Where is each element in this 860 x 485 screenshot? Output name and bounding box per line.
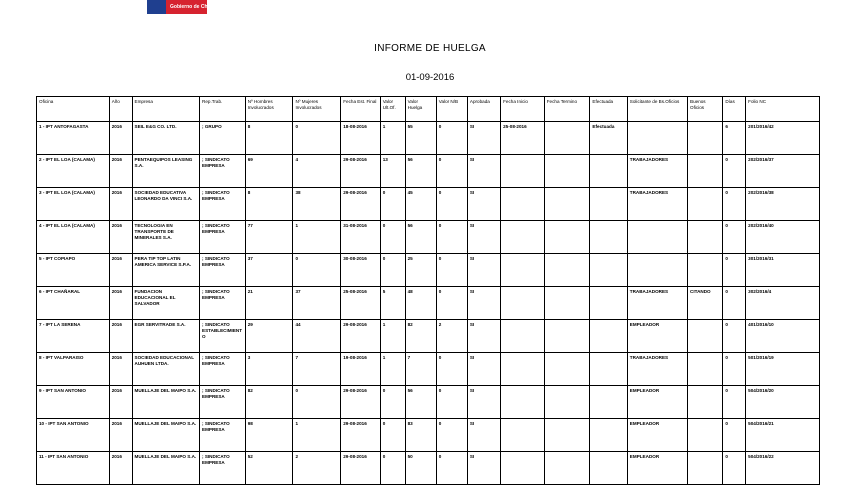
table-cell [544, 122, 590, 155]
table-cell: ; SINDICATO ESTABLECIMIENTO [200, 320, 246, 353]
table-cell: 0 [436, 122, 467, 155]
table-cell: 7 - IPT LA SERENA [37, 320, 110, 353]
column-header: Folio NC [746, 97, 820, 122]
table-cell: 2016 [109, 386, 132, 419]
table-cell [544, 452, 590, 485]
table-cell [590, 419, 627, 452]
table-cell: 29-08-2016 [341, 386, 380, 419]
table-cell: 501/2016/19 [746, 353, 820, 386]
table-cell: 0 [293, 386, 341, 419]
table-cell: EMPLEADOR [627, 419, 687, 452]
table-cell [590, 320, 627, 353]
table-cell: 2016 [109, 419, 132, 452]
table-cell: 82 [245, 386, 293, 419]
table-cell [544, 188, 590, 221]
table-cell: 0 [380, 386, 405, 419]
table-cell: SI [467, 353, 500, 386]
table-cell: PENTAEQUIPOS LEASING S.A. [132, 155, 200, 188]
table-cell: 29 [245, 320, 293, 353]
table-cell: 29-08-2016 [341, 452, 380, 485]
table-cell: TECNOLOGIA EN TRANSPORTE DE MINERALES S.A. [132, 221, 200, 254]
report-date: 01-09-2016 [405, 72, 455, 83]
table-cell: 2016 [109, 320, 132, 353]
table-cell: 0 [723, 320, 746, 353]
table-cell: ; SINDICATO EMPRESA [200, 452, 246, 485]
table-cell [501, 188, 545, 221]
table-cell: 1 [380, 353, 405, 386]
table-cell: 18-08-2016 [341, 122, 380, 155]
table-cell [544, 287, 590, 320]
table-cell: 3 - IPT EL LOA (CALAMA) [37, 188, 110, 221]
table-row [37, 386, 820, 419]
column-header: Aprobada [467, 97, 500, 122]
table-cell [688, 386, 723, 419]
table-cell: 50 [405, 452, 436, 485]
table-row [37, 320, 820, 353]
table-cell: 31-08-2016 [341, 221, 380, 254]
column-header: Fecha Est. Final [341, 97, 380, 122]
column-header: Año [109, 97, 132, 122]
column-header: Valor N/B [436, 97, 467, 122]
table-cell [544, 254, 590, 287]
table-cell: 0 [380, 221, 405, 254]
table-cell: TRABAJADORES [627, 287, 687, 320]
table-cell: ; SINDICATO EMPRESA [200, 353, 246, 386]
table-cell: 37 [245, 254, 293, 287]
table-cell: 98 [245, 419, 293, 452]
table-cell: 0 [436, 254, 467, 287]
table-cell: 3 [245, 353, 293, 386]
table-cell: TRABAJADORES [627, 353, 687, 386]
table-cell: MUELLAJE DEL MAIPO S.A. [132, 452, 200, 485]
table-cell [688, 254, 723, 287]
table-cell: 504/2016/22 [746, 452, 820, 485]
table-cell: 0 [723, 386, 746, 419]
table-cell: 0 [723, 452, 746, 485]
table-cell: 202/2016/40 [746, 221, 820, 254]
table-cell: 52 [245, 452, 293, 485]
table-cell: SI [467, 320, 500, 353]
table-cell: CITANDO [688, 287, 723, 320]
table-cell: 2016 [109, 122, 132, 155]
table-cell: 0 [723, 287, 746, 320]
table-cell: 0 [723, 419, 746, 452]
column-header: Nº Hombres Involucrados [245, 97, 293, 122]
table-cell [627, 221, 687, 254]
table-cell [501, 386, 545, 419]
table-cell: 0 [436, 353, 467, 386]
table-cell [544, 320, 590, 353]
table-row [37, 452, 820, 485]
table-body [37, 122, 820, 485]
table-row [37, 188, 820, 221]
table-cell: TRABAJADORES [627, 155, 687, 188]
table-row [37, 221, 820, 254]
table-cell: 202/2016/38 [746, 188, 820, 221]
table-cell: 0 [436, 188, 467, 221]
table-cell [544, 419, 590, 452]
table-cell [501, 221, 545, 254]
table-cell [590, 353, 627, 386]
table-cell: SI [467, 221, 500, 254]
table-cell: 2016 [109, 155, 132, 188]
table-cell: 0 [380, 254, 405, 287]
table-cell: EMPLEADOR [627, 452, 687, 485]
table-cell [590, 254, 627, 287]
table-cell: 56 [405, 386, 436, 419]
table-cell: 2 [436, 320, 467, 353]
column-header: Rep.Trab. [200, 97, 246, 122]
table-cell [688, 188, 723, 221]
table-cell: 48 [405, 287, 436, 320]
table-cell: 6 - IPT CHAÑARAL [37, 287, 110, 320]
table-cell: ; SINDICATO EMPRESA [200, 386, 246, 419]
table-cell: 56 [405, 155, 436, 188]
table-cell [627, 122, 687, 155]
column-header: Fecha Termino [544, 97, 590, 122]
column-header: Nº Mujeres Involucrados [293, 97, 341, 122]
table-cell: 83 [405, 419, 436, 452]
table-cell: EGR SERVITRADE S.A. [132, 320, 200, 353]
table-cell: 5 [380, 287, 405, 320]
table-cell: 1 [293, 221, 341, 254]
table-cell: 25-08-2016 [341, 287, 380, 320]
table-cell: 401/2016/10 [746, 320, 820, 353]
table-cell: EMPLEADOR [627, 320, 687, 353]
table-cell: 0 [436, 221, 467, 254]
table-cell: 69 [245, 155, 293, 188]
table-cell [688, 353, 723, 386]
table-cell: 2 [293, 452, 341, 485]
table-cell: 0 [723, 155, 746, 188]
table-header-row [37, 97, 820, 122]
table-cell: 44 [293, 320, 341, 353]
table-cell: 1 [293, 419, 341, 452]
table-cell [501, 287, 545, 320]
table-cell: 0 [723, 254, 746, 287]
table-cell: ; SINDICATO EMPRESA [200, 287, 246, 320]
table-row [37, 122, 820, 155]
table-cell: SI [467, 122, 500, 155]
table-cell [501, 254, 545, 287]
column-header: Valor Huelga [405, 97, 436, 122]
table-row [37, 155, 820, 188]
table-cell: 2016 [109, 353, 132, 386]
table-cell: 301/2016/31 [746, 254, 820, 287]
table-cell: 5 - IPT COPIAPO [37, 254, 110, 287]
table-cell: 1 - IPT ANTOFAGASTA [37, 122, 110, 155]
table-cell [688, 452, 723, 485]
table-cell [501, 452, 545, 485]
table-cell [544, 353, 590, 386]
logo-blue-block [147, 0, 166, 14]
table-cell: 504/2016/21 [746, 419, 820, 452]
table-cell: MUELLAJE DEL MAIPO S.A. [132, 386, 200, 419]
table-cell [501, 419, 545, 452]
table-cell: 8 - IPT VALPARAISO [37, 353, 110, 386]
table-cell: 29-08-2016 [341, 320, 380, 353]
table-cell: 9 - IPT SAN ANTONIO [37, 386, 110, 419]
column-header: Valor Ult.Of. [380, 97, 405, 122]
column-header: Buenos Oficios [688, 97, 723, 122]
column-header: Fecha Inicio [501, 97, 545, 122]
table-row [37, 419, 820, 452]
table-cell: 201/2016/42 [746, 122, 820, 155]
table-cell: SI [467, 386, 500, 419]
table-cell: ; SINDICATO EMPRESA [200, 419, 246, 452]
table-cell [590, 452, 627, 485]
table-cell: 8 [245, 122, 293, 155]
table-cell: 1 [380, 122, 405, 155]
table-cell: 1 [380, 320, 405, 353]
table-cell: 6 [723, 122, 746, 155]
table-cell: SEIL E&G CO. LTD. [132, 122, 200, 155]
table-cell: 29-08-2016 [341, 188, 380, 221]
table-cell: 4 - IPT EL LOA (CALAMA) [37, 221, 110, 254]
report-title: INFORME DE HUELGA [374, 43, 486, 54]
table-cell [544, 386, 590, 419]
table-cell: 77 [245, 221, 293, 254]
table-cell: EMPLEADOR [627, 386, 687, 419]
table-cell: 0 [436, 386, 467, 419]
table-cell: SI [467, 254, 500, 287]
table-cell: Efectuada [590, 122, 627, 155]
table-cell: 302/2016/4 [746, 287, 820, 320]
table-cell: ; SINDICATO EMPRESA [200, 188, 246, 221]
table-cell: 13 [380, 155, 405, 188]
column-header: Efectuada [590, 97, 627, 122]
column-header: Días [723, 97, 746, 122]
table-cell: 30-08-2016 [341, 254, 380, 287]
table-cell [590, 287, 627, 320]
table-cell: 202/2016/37 [746, 155, 820, 188]
table-cell: 82 [405, 320, 436, 353]
table-cell: 0 [380, 452, 405, 485]
table-cell: 0 [436, 452, 467, 485]
table-cell: 2016 [109, 188, 132, 221]
table-cell: 37 [293, 287, 341, 320]
table-cell: 4 [293, 155, 341, 188]
table-cell: ; SINDICATO EMPRESA [200, 254, 246, 287]
table-cell: 2016 [109, 254, 132, 287]
table-cell: 0 [380, 419, 405, 452]
table-cell: FUNDACION EDUCACIONAL EL SALVADOR [132, 287, 200, 320]
table-cell [501, 353, 545, 386]
table-cell: 0 [436, 155, 467, 188]
table-cell: 45 [405, 188, 436, 221]
table-cell: MUELLAJE DEL MAIPO S.A. [132, 419, 200, 452]
table-cell: 56 [405, 221, 436, 254]
table-cell: 0 [723, 221, 746, 254]
table-row [37, 254, 820, 287]
table-cell: 0 [723, 188, 746, 221]
logo-text: Gobierno de Chile [170, 4, 214, 10]
table-cell [590, 155, 627, 188]
table-cell: 7 [405, 353, 436, 386]
table-cell: 25-08-2016 [501, 122, 545, 155]
table-cell [544, 221, 590, 254]
table-cell [688, 122, 723, 155]
table-cell: 29-08-2016 [341, 419, 380, 452]
table-cell [688, 155, 723, 188]
table-cell [688, 419, 723, 452]
table-cell: 0 [380, 188, 405, 221]
table-cell: ; GRUPO [200, 122, 246, 155]
table-cell: SI [467, 419, 500, 452]
table-cell: SI [467, 452, 500, 485]
table-cell: 7 [293, 353, 341, 386]
table-cell: 0 [293, 122, 341, 155]
table-cell: 504/2016/20 [746, 386, 820, 419]
table-cell [590, 221, 627, 254]
table-cell: ; SINDICATO EMPRESA [200, 221, 246, 254]
table-row [37, 287, 820, 320]
table-cell: 8 [245, 188, 293, 221]
table-cell: ; SINDICATO EMPRESA [200, 155, 246, 188]
table-cell: 0 [436, 419, 467, 452]
table-cell [501, 155, 545, 188]
table-cell [688, 320, 723, 353]
table-cell: 0 [723, 353, 746, 386]
table-cell [590, 386, 627, 419]
table-cell: SOCIEDAD EDUCACIONAL AUHUEN LTDA. [132, 353, 200, 386]
table-cell: SI [467, 287, 500, 320]
table-cell [501, 320, 545, 353]
table-row [37, 353, 820, 386]
table-cell: 25 [405, 254, 436, 287]
table-cell: PERA TIP TOP LATIN AMERICA SERVICE S.P.A. [132, 254, 200, 287]
table-cell: 11 - IPT SAN ANTONIO [37, 452, 110, 485]
table-cell [544, 155, 590, 188]
table-cell: 19-08-2016 [341, 353, 380, 386]
table-cell: SOCIEDAD EDUCATIVA LEONARDO DA VINCI S.A. [132, 188, 200, 221]
table-cell: 38 [293, 188, 341, 221]
table-cell: 0 [436, 287, 467, 320]
table-cell: 2016 [109, 452, 132, 485]
table-cell: 2016 [109, 221, 132, 254]
column-header: Solicitante de Bs.Oficios [627, 97, 687, 122]
column-header: Empresa [132, 97, 200, 122]
table-cell: 21 [245, 287, 293, 320]
table-cell [590, 188, 627, 221]
column-header: Oficina [37, 97, 110, 122]
strike-report-table [36, 96, 820, 485]
table-cell [627, 254, 687, 287]
table-cell: 10 - IPT SAN ANTONIO [37, 419, 110, 452]
table-cell: 2 - IPT EL LOA (CALAMA) [37, 155, 110, 188]
table-cell: 2016 [109, 287, 132, 320]
table-cell: 29-08-2016 [341, 155, 380, 188]
table-cell: SI [467, 155, 500, 188]
table-cell: 0 [293, 254, 341, 287]
table-cell: TRABAJADORES [627, 188, 687, 221]
table-cell: SI [467, 188, 500, 221]
table-cell [688, 221, 723, 254]
table-cell: 55 [405, 122, 436, 155]
